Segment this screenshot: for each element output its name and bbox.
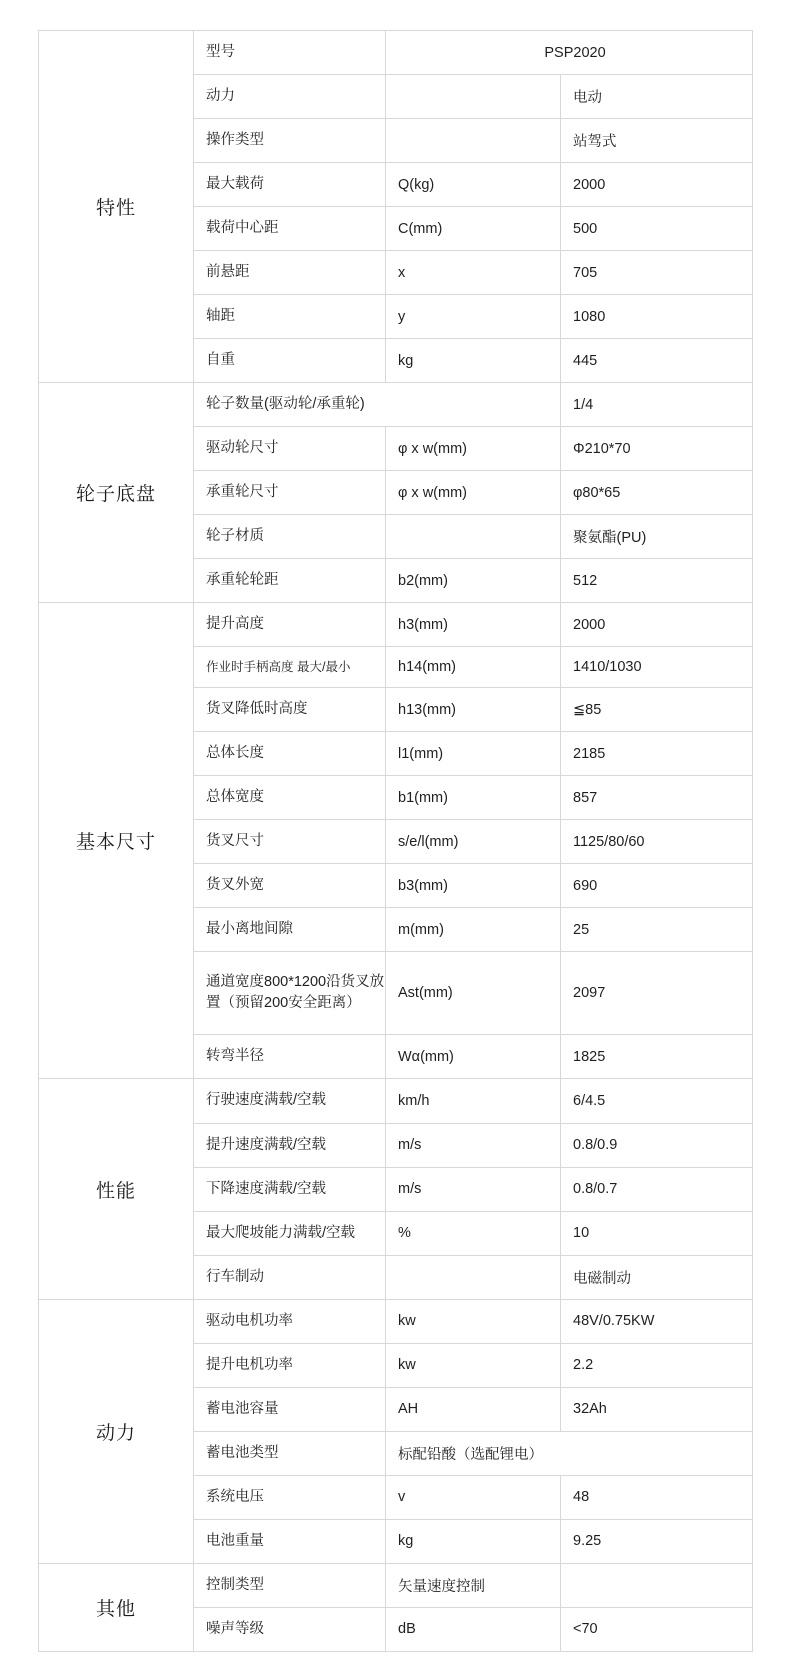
- row-symbol: h14(mm): [386, 647, 561, 688]
- row-label: 轮子材质: [194, 515, 386, 559]
- row-symbol: %: [386, 1211, 561, 1255]
- row-value: 1410/1030: [561, 647, 753, 688]
- row-symbol: 矢量速度控制: [386, 1563, 561, 1607]
- row-symbol: [386, 515, 561, 559]
- row-symbol: b1(mm): [386, 776, 561, 820]
- row-label: 行车制动: [194, 1255, 386, 1299]
- group-label: 性能: [39, 1079, 194, 1299]
- row-value: 2000: [561, 163, 753, 207]
- row-symbol: h13(mm): [386, 688, 561, 732]
- row-value: 9.25: [561, 1519, 753, 1563]
- row-symbol: φ x w(mm): [386, 471, 561, 515]
- row-symbol: m/s: [386, 1167, 561, 1211]
- row-label: 提升速度满载/空载: [194, 1123, 386, 1167]
- row-symbol: dB: [386, 1607, 561, 1651]
- row-label: 自重: [194, 339, 386, 383]
- row-value: 6/4.5: [561, 1079, 753, 1123]
- row-label: 载荷中心距: [194, 207, 386, 251]
- row-label: 轮子数量(驱动轮/承重轮): [194, 383, 561, 427]
- group-label: 动力: [39, 1299, 194, 1563]
- group-label: 轮子底盘: [39, 383, 194, 603]
- row-symbol: b2(mm): [386, 559, 561, 603]
- row-label: 噪声等级: [194, 1607, 386, 1651]
- row-label: 转弯半径: [194, 1035, 386, 1079]
- row-symbol: [386, 119, 561, 163]
- row-symbol: y: [386, 295, 561, 339]
- table-row: [39, 603, 753, 647]
- row-label: 承重轮尺寸: [194, 471, 386, 515]
- table-row: [39, 31, 753, 75]
- row-value: 1/4: [561, 383, 753, 427]
- table-row: [39, 1079, 753, 1123]
- row-value: 2.2: [561, 1343, 753, 1387]
- row-label: 货叉外宽: [194, 864, 386, 908]
- row-symbol: AH: [386, 1387, 561, 1431]
- row-label: 通道宽度800*1200沿货叉放置（预留200安全距离）: [194, 952, 386, 1035]
- row-label: 承重轮轮距: [194, 559, 386, 603]
- row-value: 857: [561, 776, 753, 820]
- row-value: 电磁制动: [561, 1255, 753, 1299]
- row-value: PSP2020: [386, 31, 753, 75]
- row-symbol: kw: [386, 1299, 561, 1343]
- row-symbol: km/h: [386, 1079, 561, 1123]
- row-value: <70: [561, 1607, 753, 1651]
- row-value: 1825: [561, 1035, 753, 1079]
- row-value: φ80*65: [561, 471, 753, 515]
- row-label: 控制类型: [194, 1563, 386, 1607]
- row-symbol: Ast(mm): [386, 952, 561, 1035]
- row-label: 轴距: [194, 295, 386, 339]
- row-symbol: v: [386, 1475, 561, 1519]
- row-symbol: Wα(mm): [386, 1035, 561, 1079]
- row-value: [561, 1563, 753, 1607]
- row-label: 前悬距: [194, 251, 386, 295]
- row-value: 电动: [561, 75, 753, 119]
- row-value: 690: [561, 864, 753, 908]
- row-label: 提升电机功率: [194, 1343, 386, 1387]
- row-label: 系统电压: [194, 1475, 386, 1519]
- row-value: 48: [561, 1475, 753, 1519]
- row-symbol: b3(mm): [386, 864, 561, 908]
- row-value: 705: [561, 251, 753, 295]
- row-value: 2000: [561, 603, 753, 647]
- row-symbol: 标配铅酸（选配锂电）: [386, 1431, 753, 1475]
- row-value: 聚氨酯(PU): [561, 515, 753, 559]
- row-symbol: C(mm): [386, 207, 561, 251]
- row-label: 提升高度: [194, 603, 386, 647]
- specification-table-body: [39, 31, 753, 1652]
- table-row: [39, 383, 753, 427]
- row-value: 1080: [561, 295, 753, 339]
- row-symbol: m/s: [386, 1123, 561, 1167]
- row-label: 总体长度: [194, 732, 386, 776]
- row-value: 32Ah: [561, 1387, 753, 1431]
- row-value: Φ210*70: [561, 427, 753, 471]
- row-value: 2097: [561, 952, 753, 1035]
- row-value: 站驾式: [561, 119, 753, 163]
- row-label: 最小离地间隙: [194, 908, 386, 952]
- row-value: 2185: [561, 732, 753, 776]
- row-label: 下降速度满载/空载: [194, 1167, 386, 1211]
- row-value: ≦85: [561, 688, 753, 732]
- row-symbol: s/e/l(mm): [386, 820, 561, 864]
- row-label: 电池重量: [194, 1519, 386, 1563]
- row-value: 0.8/0.9: [561, 1123, 753, 1167]
- row-symbol: Q(kg): [386, 163, 561, 207]
- row-value: 10: [561, 1211, 753, 1255]
- row-label: 作业时手柄高度 最大/最小: [194, 647, 386, 688]
- row-label: 货叉降低时高度: [194, 688, 386, 732]
- row-label: 货叉尺寸: [194, 820, 386, 864]
- group-label: 其他: [39, 1563, 194, 1651]
- row-label: 驱动轮尺寸: [194, 427, 386, 471]
- row-symbol: kg: [386, 1519, 561, 1563]
- row-label: 蓄电池类型: [194, 1431, 386, 1475]
- row-symbol: [386, 1255, 561, 1299]
- row-label: 操作类型: [194, 119, 386, 163]
- row-value: 500: [561, 207, 753, 251]
- row-symbol: kw: [386, 1343, 561, 1387]
- row-label: 驱动电机功率: [194, 1299, 386, 1343]
- row-label: 最大爬坡能力满载/空载: [194, 1211, 386, 1255]
- row-value: 1125/80/60: [561, 820, 753, 864]
- row-label: 最大载荷: [194, 163, 386, 207]
- group-label: 特性: [39, 31, 194, 383]
- row-value: 25: [561, 908, 753, 952]
- row-value: 512: [561, 559, 753, 603]
- row-value: 0.8/0.7: [561, 1167, 753, 1211]
- table-row: [39, 1299, 753, 1343]
- row-symbol: l1(mm): [386, 732, 561, 776]
- row-label: 行驶速度满载/空载: [194, 1079, 386, 1123]
- group-label: 基本尺寸: [39, 603, 194, 1079]
- row-symbol: h3(mm): [386, 603, 561, 647]
- row-label: 型号: [194, 31, 386, 75]
- row-value: 48V/0.75KW: [561, 1299, 753, 1343]
- row-symbol: x: [386, 251, 561, 295]
- row-symbol: φ x w(mm): [386, 427, 561, 471]
- row-symbol: [386, 75, 561, 119]
- table-row: [39, 1563, 753, 1607]
- specification-table: [38, 30, 753, 1652]
- row-label: 蓄电池容量: [194, 1387, 386, 1431]
- row-symbol: kg: [386, 339, 561, 383]
- row-value: 445: [561, 339, 753, 383]
- row-label: 动力: [194, 75, 386, 119]
- row-symbol: m(mm): [386, 908, 561, 952]
- row-label: 总体宽度: [194, 776, 386, 820]
